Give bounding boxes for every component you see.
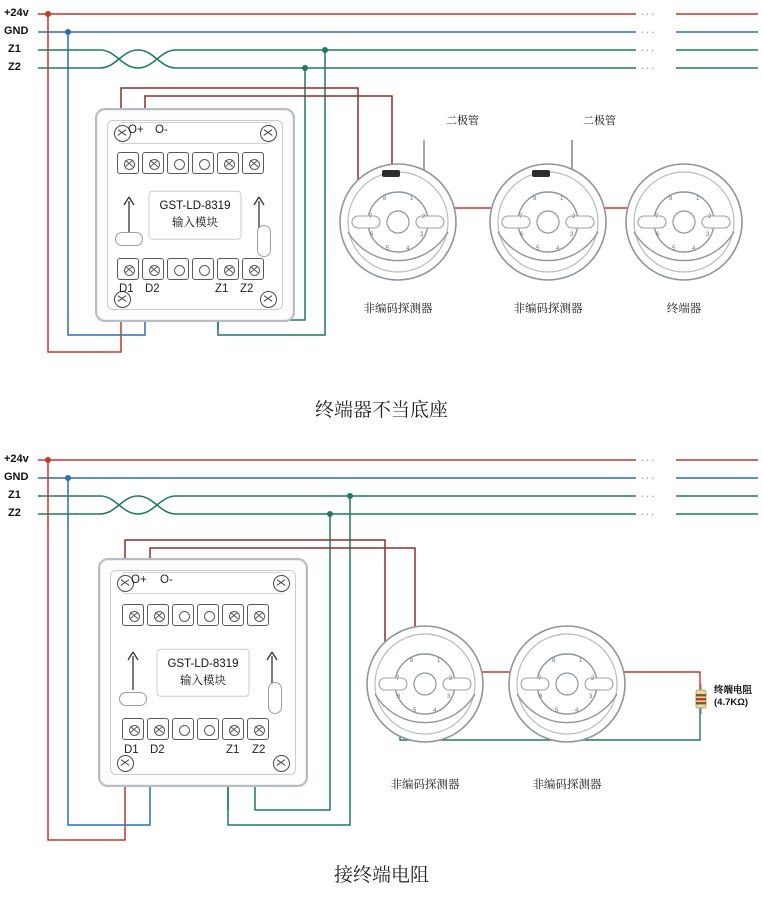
svg-text:8: 8 bbox=[533, 196, 537, 202]
detector-caption-3: 终端器 bbox=[666, 303, 702, 315]
terminal-bottom-1[interactable] bbox=[117, 258, 139, 280]
module-nameplate-top bbox=[149, 191, 242, 240]
svg-text:4: 4 bbox=[692, 246, 696, 252]
svg-text:3: 3 bbox=[420, 232, 424, 238]
terminal-row-bottom bbox=[117, 258, 264, 280]
diagram-panel-bottom bbox=[0, 440, 763, 897]
module-type-bottom: 输入模块 bbox=[179, 674, 226, 687]
svg-text:3: 3 bbox=[447, 694, 451, 700]
svg-text:1: 1 bbox=[560, 196, 564, 202]
detector-caption-b1: 非编码探测器 bbox=[390, 779, 460, 791]
rail2-break-z1: ··· bbox=[640, 488, 656, 503]
svg-text:2: 2 bbox=[591, 676, 595, 682]
svg-text:7: 7 bbox=[369, 214, 373, 220]
arrow-up-left bbox=[122, 195, 136, 235]
module-pill-right bbox=[257, 225, 271, 257]
terminal2-bottom-1[interactable] bbox=[122, 718, 144, 740]
svg-text:4: 4 bbox=[556, 246, 560, 252]
svg-text:2: 2 bbox=[572, 214, 576, 220]
rail2-label-gnd: GND bbox=[4, 471, 29, 483]
caption-bottom: 接终端电阻 bbox=[333, 865, 429, 886]
svg-text:5: 5 bbox=[672, 246, 676, 252]
terminal-bottom-2[interactable] bbox=[142, 258, 164, 280]
terminal2-label-ominus: O- bbox=[160, 574, 173, 586]
caption-top: 终端器不当底座 bbox=[314, 400, 448, 421]
svg-text:6: 6 bbox=[397, 694, 401, 700]
module-pill-left bbox=[115, 232, 143, 246]
module-screw-br bbox=[260, 291, 277, 308]
rail-break-gnd: ··· bbox=[640, 24, 656, 39]
terminal-top-6[interactable] bbox=[242, 152, 264, 174]
svg-text:2: 2 bbox=[449, 676, 453, 682]
module-model-bottom: GST-LD-8319 bbox=[167, 657, 239, 670]
svg-text:2: 2 bbox=[708, 214, 712, 220]
module-model-top: GST-LD-8319 bbox=[159, 199, 231, 212]
terminal2-bottom-6[interactable] bbox=[247, 718, 269, 740]
terminal-label-z1: Z1 bbox=[215, 283, 229, 295]
module2-pill-left bbox=[119, 692, 147, 706]
svg-text:5: 5 bbox=[386, 246, 390, 252]
svg-text:3: 3 bbox=[706, 232, 710, 238]
detector-base-3 bbox=[622, 160, 746, 290]
annotation-diode-2: 二极管 bbox=[583, 115, 616, 127]
terminal-top-4[interactable] bbox=[192, 152, 214, 174]
terminal-label-d1: D1 bbox=[119, 283, 134, 295]
terminal-top-5[interactable] bbox=[217, 152, 239, 174]
resistor-label-line2: (4.7KΩ) bbox=[714, 696, 749, 708]
svg-text:4: 4 bbox=[406, 246, 410, 252]
svg-text:6: 6 bbox=[370, 232, 374, 238]
svg-text:2: 2 bbox=[422, 214, 426, 220]
detector-caption-b2: 非编码探测器 bbox=[532, 779, 602, 791]
svg-text:1: 1 bbox=[437, 658, 441, 664]
terminal-label-oplus: O+ bbox=[128, 124, 144, 136]
terminal2-top-2[interactable] bbox=[147, 604, 169, 626]
resistor-label bbox=[714, 685, 763, 709]
terminal2-label-d2: D2 bbox=[150, 744, 165, 756]
svg-text:5: 5 bbox=[536, 246, 540, 252]
rail2-label-z1: Z1 bbox=[8, 489, 21, 501]
svg-text:8: 8 bbox=[410, 658, 414, 664]
svg-text:4: 4 bbox=[575, 708, 579, 714]
terminal2-row-top bbox=[122, 604, 269, 626]
module-nameplate-bottom bbox=[157, 648, 250, 697]
svg-text:3: 3 bbox=[589, 694, 593, 700]
resistor-label-line1: 终端电阻 bbox=[714, 685, 753, 696]
terminal-top-2[interactable] bbox=[142, 152, 164, 174]
svg-text:8: 8 bbox=[669, 196, 673, 202]
module-type-top: 输入模块 bbox=[171, 217, 218, 229]
terminal-top-3[interactable] bbox=[167, 152, 189, 174]
terminal-label-ominus: O- bbox=[155, 124, 168, 136]
svg-text:5: 5 bbox=[413, 708, 417, 714]
rail-label-z1: Z1 bbox=[8, 43, 21, 55]
terminal2-label-oplus: O+ bbox=[131, 574, 147, 586]
rail2-break-z2: ··· bbox=[640, 506, 656, 521]
rail2-label-24v: +24v bbox=[4, 453, 29, 465]
terminal2-top-6[interactable] bbox=[247, 604, 269, 626]
rail2-break-24v: ··· bbox=[640, 452, 656, 467]
rail-break-z1: ··· bbox=[640, 42, 656, 57]
svg-text:1: 1 bbox=[579, 658, 583, 664]
svg-text:7: 7 bbox=[655, 214, 659, 220]
terminal2-label-z1: Z1 bbox=[226, 744, 240, 756]
detector-base-b2 bbox=[505, 622, 629, 752]
terminal2-top-3[interactable] bbox=[172, 604, 194, 626]
terminal-top-1[interactable] bbox=[117, 152, 139, 174]
svg-text:7: 7 bbox=[538, 676, 542, 682]
svg-text:5: 5 bbox=[555, 708, 559, 714]
detector-base-b1 bbox=[363, 622, 487, 752]
svg-text:8: 8 bbox=[383, 196, 387, 202]
terminal-label-z2: Z2 bbox=[240, 283, 254, 295]
rail2-break-gnd: ··· bbox=[640, 470, 656, 485]
svg-text:8: 8 bbox=[552, 658, 556, 664]
bottom-stage bbox=[0, 440, 763, 897]
rail-break-24v: ··· bbox=[640, 6, 656, 21]
terminal-bottom-5[interactable] bbox=[217, 258, 239, 280]
terminal2-top-1[interactable] bbox=[122, 604, 144, 626]
module2-pill-right bbox=[268, 682, 282, 714]
input-module-bottom bbox=[98, 558, 308, 787]
rail-label-gnd: GND bbox=[4, 25, 29, 37]
rail2-label-z2: Z2 bbox=[8, 507, 21, 519]
input-module-top bbox=[95, 108, 295, 322]
detector-base-1 bbox=[336, 160, 460, 290]
annotation-diode-1: 二极管 bbox=[446, 115, 479, 127]
svg-text:1: 1 bbox=[696, 196, 700, 202]
rail-label-24v: +24v bbox=[4, 7, 29, 19]
terminal2-bottom-5[interactable] bbox=[222, 718, 244, 740]
arrow2-up-left bbox=[126, 650, 140, 690]
svg-text:4: 4 bbox=[433, 708, 437, 714]
terminal2-bottom-3[interactable] bbox=[172, 718, 194, 740]
module2-screw-br bbox=[273, 755, 290, 772]
terminal2-row-bottom bbox=[122, 718, 269, 740]
terminal-row-top bbox=[117, 152, 264, 174]
terminating-resistor-icon bbox=[692, 684, 710, 714]
detector-base-2 bbox=[486, 160, 610, 290]
svg-text:6: 6 bbox=[539, 694, 543, 700]
module2-screw-tr bbox=[273, 575, 290, 592]
terminal2-top-4[interactable] bbox=[197, 604, 219, 626]
svg-text:3: 3 bbox=[570, 232, 574, 238]
terminal-bottom-3[interactable] bbox=[167, 258, 189, 280]
terminal-bottom-4[interactable] bbox=[192, 258, 214, 280]
detector-caption-1: 非编码探测器 bbox=[363, 303, 433, 315]
diagram-panel-top bbox=[0, 0, 763, 440]
terminal-label-d2: D2 bbox=[145, 283, 160, 295]
svg-text:7: 7 bbox=[396, 676, 400, 682]
terminal2-bottom-4[interactable] bbox=[197, 718, 219, 740]
terminal2-top-5[interactable] bbox=[222, 604, 244, 626]
svg-text:6: 6 bbox=[656, 232, 660, 238]
rail-label-z2: Z2 bbox=[8, 61, 21, 73]
rail-break-z2: ··· bbox=[640, 60, 656, 75]
detector-caption-2: 非编码探测器 bbox=[513, 303, 583, 315]
top-stage bbox=[0, 0, 763, 440]
module2-screw-bl bbox=[117, 755, 134, 772]
svg-text:1: 1 bbox=[410, 196, 414, 202]
module-screw-tr bbox=[260, 125, 277, 142]
terminal2-bottom-2[interactable] bbox=[147, 718, 169, 740]
terminal2-label-z2: Z2 bbox=[252, 744, 266, 756]
svg-text:7: 7 bbox=[519, 214, 523, 220]
terminal2-label-d1: D1 bbox=[124, 744, 139, 756]
svg-text:6: 6 bbox=[520, 232, 524, 238]
terminal-bottom-6[interactable] bbox=[242, 258, 264, 280]
